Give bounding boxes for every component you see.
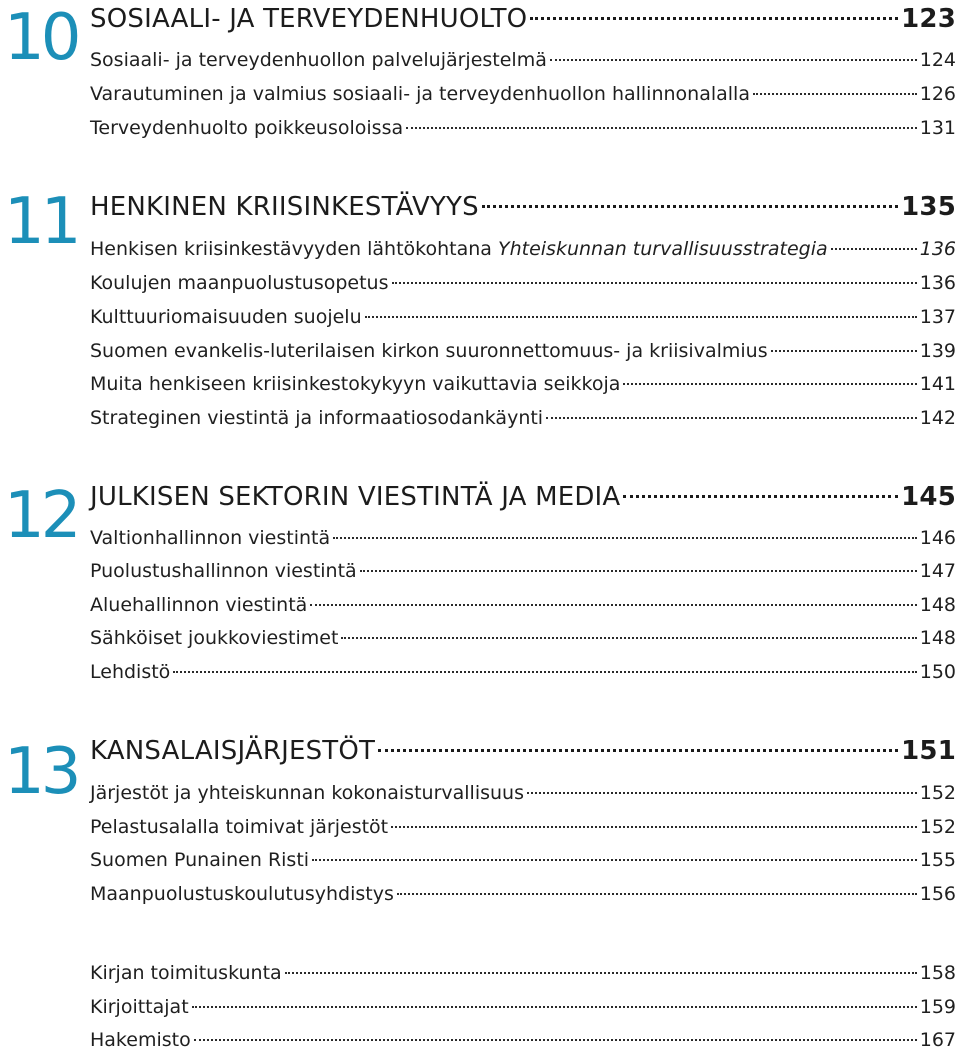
dot-leader <box>831 248 917 250</box>
page-number: 148 <box>919 594 956 616</box>
page-number: 148 <box>919 627 956 649</box>
page-number: 136 <box>919 272 956 294</box>
entry-title: Terveydenhuolto poikkeusoloissa <box>90 117 404 139</box>
toc-entry[interactable] <box>90 814 956 840</box>
dot-leader <box>378 749 898 752</box>
toc-entry[interactable] <box>90 81 956 107</box>
page-number: 145 <box>901 482 956 512</box>
toc-entry[interactable] <box>90 270 956 296</box>
entry-title: Muita henkiseen kriisinkestokykyyn vaikuttavia seikkoja <box>90 373 621 395</box>
dot-leader <box>392 282 917 284</box>
dot-leader <box>312 859 917 861</box>
dot-leader <box>192 1006 917 1008</box>
page-number: 123 <box>901 4 956 34</box>
dot-leader <box>527 792 917 794</box>
entry-title: Strateginen viestintä ja informaatiosodankäynti <box>90 407 544 429</box>
entry-title: Sähköiset joukkoviestimet <box>90 627 339 649</box>
dot-leader <box>391 826 917 828</box>
page-number: 152 <box>919 816 956 838</box>
dot-leader <box>360 570 917 572</box>
toc-chapter-heading[interactable] <box>90 2 956 36</box>
entry-title: Lehdistö <box>90 661 171 683</box>
entry-title: Valtionhallinnon viestintä <box>90 527 331 549</box>
page-number: 156 <box>919 883 956 905</box>
toc-entry[interactable] <box>90 338 956 364</box>
toc-entry[interactable] <box>90 525 956 551</box>
toc-chapter-heading[interactable] <box>90 734 956 768</box>
dot-leader <box>530 17 898 20</box>
entry-title: Varautuminen ja valmius sosiaali- ja terveydenhuollon hallinnonalalla <box>90 83 750 105</box>
dot-leader <box>623 383 916 385</box>
toc-entry[interactable] <box>90 405 956 431</box>
entry-title: Kirjoittajat <box>90 996 189 1018</box>
entry-title: Henkisen kriisinkestävyyden lähtökohtana Yhteiskunnan turvallisuusstrategia <box>90 238 828 260</box>
dot-leader <box>194 1039 917 1041</box>
dot-leader <box>341 637 916 639</box>
chapter-number-10: 10 <box>4 1 78 75</box>
page-number: 146 <box>919 527 956 549</box>
toc-chapter-heading[interactable] <box>90 190 956 224</box>
page-number: 159 <box>919 996 956 1018</box>
page-number: 155 <box>919 849 956 871</box>
chapter-number-13: 13 <box>4 735 78 809</box>
page-number: 135 <box>901 192 956 222</box>
page-number: 142 <box>919 407 956 429</box>
dot-leader <box>546 417 917 419</box>
toc-entry[interactable] <box>90 659 956 685</box>
toc-entry[interactable] <box>90 115 956 141</box>
dot-leader <box>310 604 916 606</box>
dot-leader <box>365 316 917 318</box>
entry-title: Koulujen maanpuolustusopetus <box>90 272 389 294</box>
page-number: 137 <box>919 306 956 328</box>
page-number: 167 <box>919 1029 956 1051</box>
toc-chapter-heading[interactable] <box>90 480 956 514</box>
toc-entry[interactable] <box>90 592 956 618</box>
entry-title: Puolustushallinnon viestintä <box>90 560 357 582</box>
chapter-title: JULKISEN SEKTORIN VIESTINTÄ JA MEDIA <box>90 482 621 512</box>
toc-entry[interactable] <box>90 780 956 806</box>
toc-entry[interactable] <box>90 558 956 584</box>
toc-back-matter-entry[interactable] <box>90 994 956 1020</box>
dot-leader <box>771 350 917 352</box>
page-number: 124 <box>919 49 956 71</box>
toc-entry[interactable] <box>90 236 956 262</box>
page-number: 158 <box>919 962 956 984</box>
entry-title: Aluehallinnon viestintä <box>90 594 308 616</box>
page-number: 131 <box>919 117 956 139</box>
dot-leader <box>406 127 917 129</box>
toc-entry[interactable] <box>90 371 956 397</box>
entry-title: Hakemisto <box>90 1029 191 1051</box>
entry-title: Kulttuuriomaisuuden suojelu <box>90 306 362 328</box>
toc-entry[interactable] <box>90 47 956 73</box>
toc-back-matter-entry[interactable] <box>90 960 956 986</box>
entry-title: Sosiaali- ja terveydenhuollon palvelujärjestelmä <box>90 49 547 71</box>
dot-leader <box>173 671 916 673</box>
page-number: 126 <box>919 83 956 105</box>
dot-leader <box>397 893 917 895</box>
page-number: 147 <box>919 560 956 582</box>
entry-title: Maanpuolustuskoulutusyhdistys <box>90 883 394 905</box>
toc-back-matter-entry[interactable] <box>90 1027 956 1053</box>
page-number: 152 <box>919 782 956 804</box>
entry-title-italic: Yhteiskunnan turvallisuusstrategia <box>497 238 828 260</box>
chapter-title: HENKINEN KRIISINKESTÄVYYS <box>90 192 479 222</box>
chapter-number-11: 11 <box>4 185 78 259</box>
chapter-number-12: 12 <box>4 479 78 553</box>
toc-entry[interactable] <box>90 625 956 651</box>
toc-entry[interactable] <box>90 304 956 330</box>
page-number: 139 <box>919 340 956 362</box>
dot-leader <box>753 93 917 95</box>
page-number: 150 <box>919 661 956 683</box>
entry-title: Kirjan toimituskunta <box>90 962 282 984</box>
chapter-title: KANSALAISJÄRJESTÖT <box>90 736 376 766</box>
entry-title: Suomen evankelis-luterilaisen kirkon suuronnettomuus- ja kriisivalmius <box>90 340 768 362</box>
entry-title: Järjestöt ja yhteiskunnan kokonaisturvallisuus <box>90 782 524 804</box>
toc-entry[interactable] <box>90 881 956 907</box>
page-number: 136 <box>919 238 956 260</box>
entry-title: Suomen Punainen Risti <box>90 849 310 871</box>
dot-leader <box>482 205 898 208</box>
page-number: 151 <box>901 736 956 766</box>
chapter-title: SOSIAALI- JA TERVEYDENHUOLTO <box>90 4 528 34</box>
dot-leader <box>285 972 917 974</box>
dot-leader <box>333 537 917 539</box>
toc-entry[interactable] <box>90 847 956 873</box>
dot-leader <box>623 495 898 498</box>
entry-title: Pelastusalalla toimivat järjestöt <box>90 816 389 838</box>
page-number: 141 <box>919 373 956 395</box>
dot-leader <box>550 59 917 61</box>
